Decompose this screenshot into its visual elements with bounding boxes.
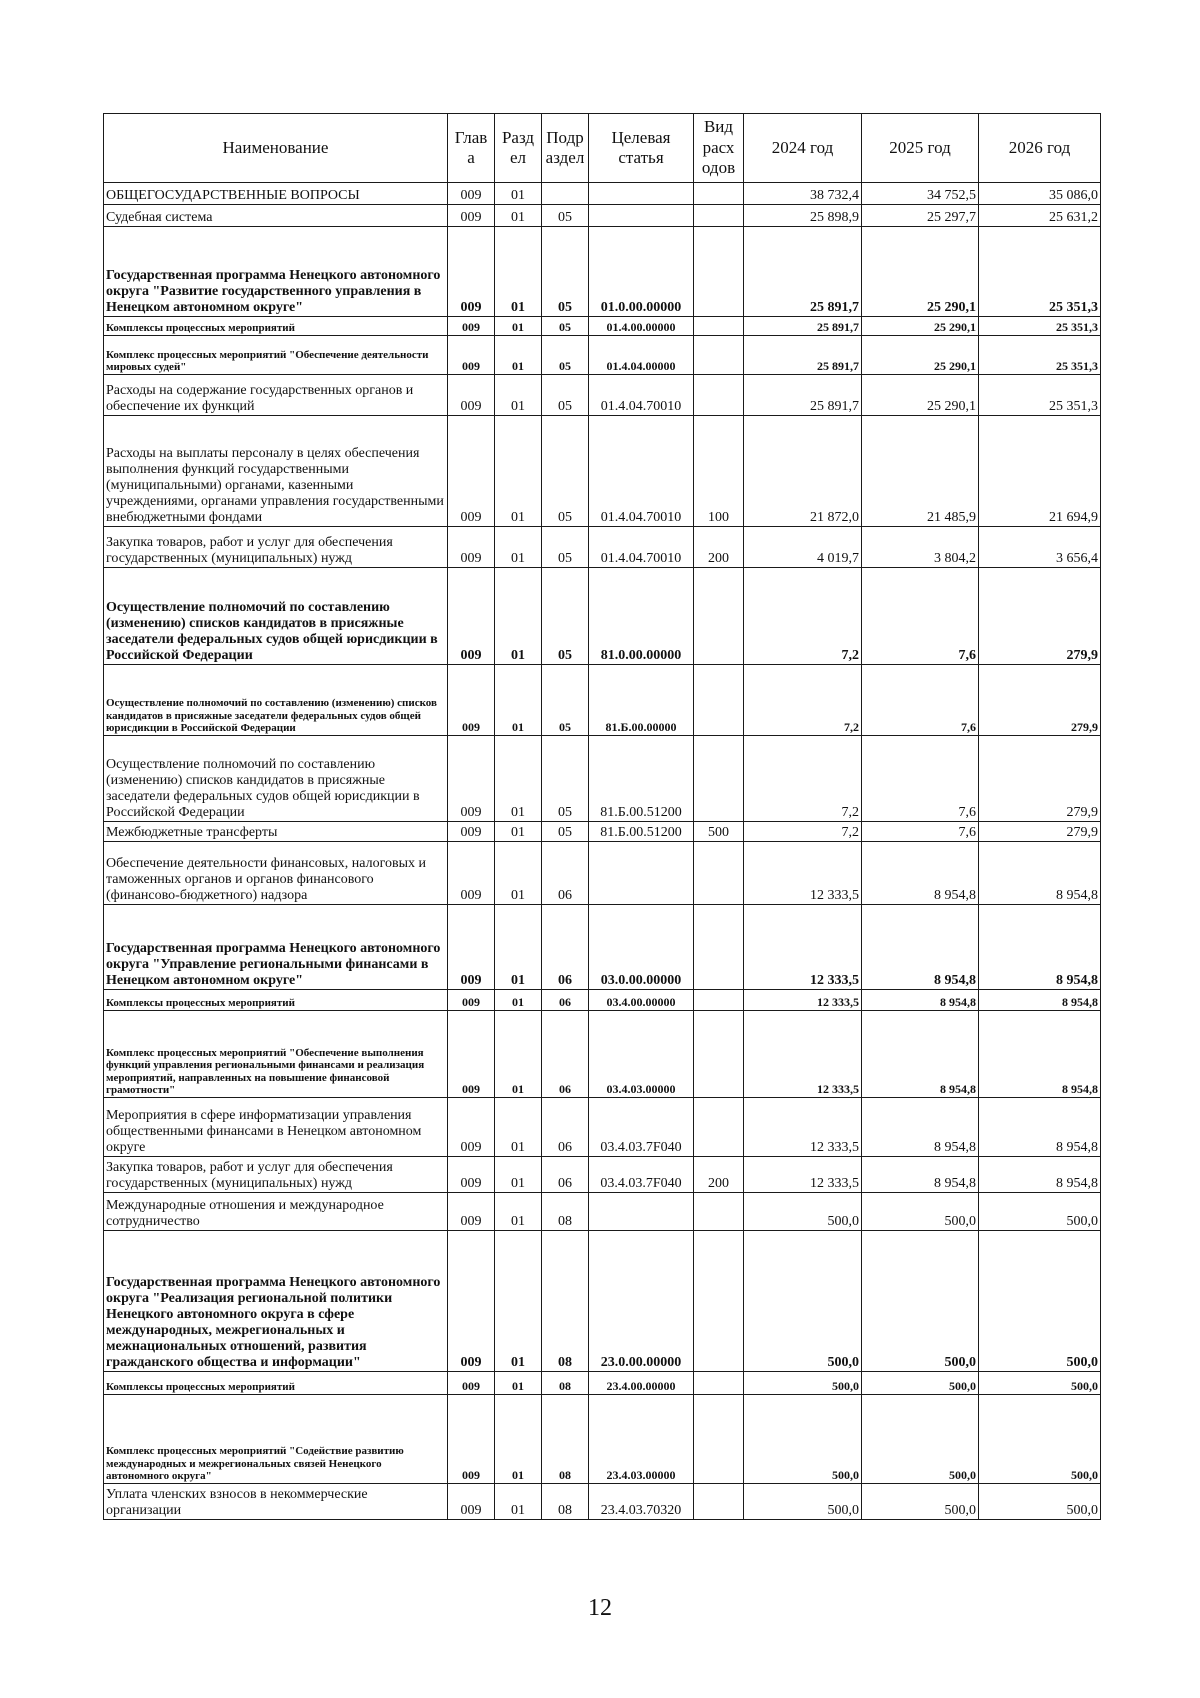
- cell-y2024: 25 891,7: [744, 375, 862, 416]
- cell-podrazdel: 06: [542, 1157, 589, 1193]
- cell-vid: [694, 1484, 744, 1520]
- cell-name: Государственная программа Ненецкого автономного округа "Реализация региональной политики Ненецкого автономного округа в сфере международных, межрегиональных и межнациональных отношений, развития гражданского общества и информации": [104, 1231, 448, 1372]
- cell-glava: 009: [448, 905, 495, 990]
- cell-glava: 009: [448, 736, 495, 822]
- cell-razdel: 01: [495, 1193, 542, 1231]
- cell-y2026: 8 954,8: [979, 1098, 1101, 1157]
- cell-podrazdel: 05: [542, 375, 589, 416]
- cell-y2026: 500,0: [979, 1231, 1101, 1372]
- table-row: [104, 990, 1101, 1011]
- cell-target: [589, 1193, 694, 1231]
- cell-y2025: 8 954,8: [862, 1098, 979, 1157]
- cell-podrazdel: 08: [542, 1484, 589, 1520]
- cell-name: Осуществление полномочий по составлению (изменению) списков кандидатов в присяжные заседатели федеральных судов общей юрисдикции в Российской Федерации: [104, 736, 448, 822]
- cell-y2026: 25 351,3: [979, 227, 1101, 317]
- header-podrazdel: Подр аздел: [542, 114, 589, 183]
- cell-name: Осуществление полномочий по составлению (изменению) списков кандидатов в присяжные заседатели федеральных судов общей юрисдикции в Российской Федерации: [104, 665, 448, 736]
- cell-razdel: 01: [495, 822, 542, 842]
- cell-podrazdel: 06: [542, 1098, 589, 1157]
- cell-vid: [694, 665, 744, 736]
- cell-vid: [694, 736, 744, 822]
- cell-target: [589, 205, 694, 227]
- cell-name: Комплексы процессных мероприятий: [104, 317, 448, 336]
- header-2025: 2025 год: [862, 114, 979, 183]
- cell-y2026: 500,0: [979, 1484, 1101, 1520]
- cell-y2025: 500,0: [862, 1395, 979, 1484]
- header-target: Целевая статья: [589, 114, 694, 183]
- cell-target: 81.Б.00.51200: [589, 822, 694, 842]
- cell-y2026: 21 694,9: [979, 416, 1101, 527]
- cell-name: Международные отношения и международное сотрудничество: [104, 1193, 448, 1231]
- cell-name: Комплекс процессных мероприятий "Обеспечение деятельности мировых судей": [104, 336, 448, 375]
- table-row: [104, 1098, 1101, 1157]
- cell-target: 01.4.04.70010: [589, 416, 694, 527]
- cell-razdel: 01: [495, 736, 542, 822]
- cell-podrazdel: 05: [542, 205, 589, 227]
- cell-glava: 009: [448, 842, 495, 905]
- cell-y2025: 25 290,1: [862, 227, 979, 317]
- cell-podrazdel: 05: [542, 665, 589, 736]
- cell-razdel: 01: [495, 1157, 542, 1193]
- cell-podrazdel: 05: [542, 336, 589, 375]
- cell-y2026: 500,0: [979, 1193, 1101, 1231]
- cell-vid: [694, 1011, 744, 1098]
- cell-y2024: 7,2: [744, 822, 862, 842]
- cell-name: Комплекс процессных мероприятий "Обеспечение выполнения функций управления региональными финансами и реализация мероприятий, направленных на повышение финансовой грамотности": [104, 1011, 448, 1098]
- cell-y2026: 8 954,8: [979, 842, 1101, 905]
- cell-podrazdel: 06: [542, 990, 589, 1011]
- header-2024: 2024 год: [744, 114, 862, 183]
- cell-y2025: 500,0: [862, 1484, 979, 1520]
- cell-podrazdel: 08: [542, 1395, 589, 1484]
- cell-y2026: 8 954,8: [979, 905, 1101, 990]
- cell-name: Уплата членских взносов в некоммерческие организации: [104, 1484, 448, 1520]
- cell-y2024: 500,0: [744, 1372, 862, 1395]
- cell-glava: 009: [448, 1157, 495, 1193]
- cell-glava: 009: [448, 416, 495, 527]
- cell-razdel: 01: [495, 1372, 542, 1395]
- cell-glava: 009: [448, 568, 495, 665]
- cell-target: 01.4.00.00000: [589, 317, 694, 336]
- cell-y2025: 8 954,8: [862, 990, 979, 1011]
- cell-y2024: 500,0: [744, 1193, 862, 1231]
- cell-y2024: 7,2: [744, 736, 862, 822]
- table-row: [104, 822, 1101, 842]
- cell-target: 23.4.00.00000: [589, 1372, 694, 1395]
- cell-y2026: 25 351,3: [979, 336, 1101, 375]
- cell-name: Комплексы процессных мероприятий: [104, 990, 448, 1011]
- cell-y2025: 25 297,7: [862, 205, 979, 227]
- cell-target: 23.4.03.00000: [589, 1395, 694, 1484]
- cell-podrazdel: [542, 183, 589, 205]
- cell-vid: [694, 375, 744, 416]
- cell-vid: [694, 1098, 744, 1157]
- cell-razdel: 01: [495, 842, 542, 905]
- cell-y2024: 12 333,5: [744, 1011, 862, 1098]
- cell-vid: [694, 1193, 744, 1231]
- cell-glava: 009: [448, 1011, 495, 1098]
- cell-podrazdel: 05: [542, 317, 589, 336]
- cell-vid: [694, 990, 744, 1011]
- cell-y2024: 12 333,5: [744, 905, 862, 990]
- table-row: [104, 205, 1101, 227]
- cell-vid: [694, 568, 744, 665]
- cell-razdel: 01: [495, 1011, 542, 1098]
- cell-glava: 009: [448, 336, 495, 375]
- cell-name: Расходы на выплаты персоналу в целях обеспечения выполнения функций государственными (муниципальными) органами, казенными учреждениями, органами управления государственными внебюджетными фондами: [104, 416, 448, 527]
- cell-glava: 009: [448, 205, 495, 227]
- cell-name: Закупка товаров, работ и услуг для обеспечения государственных (муниципальных) нужд: [104, 1157, 448, 1193]
- cell-y2025: 500,0: [862, 1372, 979, 1395]
- cell-name: Комплексы процессных мероприятий: [104, 1372, 448, 1395]
- cell-y2025: 3 804,2: [862, 527, 979, 568]
- cell-podrazdel: 08: [542, 1193, 589, 1231]
- cell-y2025: 25 290,1: [862, 317, 979, 336]
- table-row: [104, 842, 1101, 905]
- cell-name: Государственная программа Ненецкого автономного округа "Развитие государственного управления в Ненецком автономном округе": [104, 227, 448, 317]
- cell-razdel: 01: [495, 317, 542, 336]
- header-2026: 2026 год: [979, 114, 1101, 183]
- cell-y2026: 25 351,3: [979, 317, 1101, 336]
- cell-target: 23.4.03.70320: [589, 1484, 694, 1520]
- cell-y2024: 7,2: [744, 665, 862, 736]
- cell-razdel: 01: [495, 1098, 542, 1157]
- cell-y2026: 25 351,3: [979, 375, 1101, 416]
- cell-y2026: 3 656,4: [979, 527, 1101, 568]
- cell-vid: [694, 1395, 744, 1484]
- cell-podrazdel: 05: [542, 822, 589, 842]
- cell-y2024: 12 333,5: [744, 1157, 862, 1193]
- cell-glava: 009: [448, 317, 495, 336]
- table-row: [104, 183, 1101, 205]
- cell-y2024: 25 898,9: [744, 205, 862, 227]
- cell-podrazdel: 05: [542, 568, 589, 665]
- cell-y2025: 8 954,8: [862, 905, 979, 990]
- cell-y2026: 25 631,2: [979, 205, 1101, 227]
- cell-glava: 009: [448, 665, 495, 736]
- cell-podrazdel: 06: [542, 905, 589, 990]
- budget-table: [103, 113, 1101, 1520]
- cell-razdel: 01: [495, 416, 542, 527]
- cell-razdel: 01: [495, 905, 542, 990]
- cell-glava: 009: [448, 1484, 495, 1520]
- cell-razdel: 01: [495, 990, 542, 1011]
- cell-name: Комплекс процессных мероприятий "Содействие развитию международных и межрегиональных связей Ненецкого автономного округа": [104, 1395, 448, 1484]
- cell-y2024: 25 891,7: [744, 317, 862, 336]
- cell-target: 03.4.03.7F040: [589, 1157, 694, 1193]
- cell-target: 81.Б.00.00000: [589, 665, 694, 736]
- cell-podrazdel: 05: [542, 227, 589, 317]
- cell-y2024: 12 333,5: [744, 842, 862, 905]
- cell-glava: 009: [448, 990, 495, 1011]
- cell-target: [589, 842, 694, 905]
- cell-y2026: 8 954,8: [979, 990, 1101, 1011]
- cell-glava: 009: [448, 227, 495, 317]
- cell-target: 81.Б.00.51200: [589, 736, 694, 822]
- cell-vid: [694, 842, 744, 905]
- cell-y2024: 7,2: [744, 568, 862, 665]
- cell-y2025: 7,6: [862, 665, 979, 736]
- cell-y2024: 21 872,0: [744, 416, 862, 527]
- cell-vid: [694, 1372, 744, 1395]
- table-row: [104, 1231, 1101, 1372]
- cell-glava: 009: [448, 1098, 495, 1157]
- cell-podrazdel: 05: [542, 736, 589, 822]
- cell-y2025: 25 290,1: [862, 375, 979, 416]
- cell-glava: 009: [448, 1372, 495, 1395]
- cell-target: 23.0.00.00000: [589, 1231, 694, 1372]
- cell-glava: 009: [448, 375, 495, 416]
- cell-podrazdel: 08: [542, 1231, 589, 1372]
- table-row: [104, 317, 1101, 336]
- cell-target: 03.4.00.00000: [589, 990, 694, 1011]
- cell-y2026: 500,0: [979, 1372, 1101, 1395]
- cell-vid: [694, 336, 744, 375]
- table-row: [104, 416, 1101, 527]
- cell-vid: [694, 905, 744, 990]
- table-row: [104, 1484, 1101, 1520]
- table-body: [104, 183, 1101, 1520]
- cell-podrazdel: 05: [542, 527, 589, 568]
- cell-vid: [694, 183, 744, 205]
- cell-target: 01.4.04.70010: [589, 527, 694, 568]
- cell-glava: 009: [448, 527, 495, 568]
- cell-y2026: 35 086,0: [979, 183, 1101, 205]
- cell-target: 01.4.04.00000: [589, 336, 694, 375]
- header-vid: Вид расх одов: [694, 114, 744, 183]
- cell-y2025: 8 954,8: [862, 1011, 979, 1098]
- cell-y2025: 25 290,1: [862, 336, 979, 375]
- table-row: [104, 1193, 1101, 1231]
- cell-razdel: 01: [495, 205, 542, 227]
- cell-y2026: 279,9: [979, 822, 1101, 842]
- table-row: [104, 1395, 1101, 1484]
- cell-y2024: 4 019,7: [744, 527, 862, 568]
- cell-name: Межбюджетные трансферты: [104, 822, 448, 842]
- cell-y2025: 7,6: [862, 822, 979, 842]
- page-number: 12: [588, 1595, 612, 1621]
- cell-target: 81.0.00.00000: [589, 568, 694, 665]
- cell-y2025: 7,6: [862, 736, 979, 822]
- table-row: [104, 905, 1101, 990]
- cell-y2024: 500,0: [744, 1484, 862, 1520]
- cell-target: 03.4.03.00000: [589, 1011, 694, 1098]
- cell-name: Мероприятия в сфере информатизации управления общественными финансами в Ненецком автономном округе: [104, 1098, 448, 1157]
- cell-target: 03.0.00.00000: [589, 905, 694, 990]
- cell-y2025: 8 954,8: [862, 842, 979, 905]
- cell-name: Расходы на содержание государственных органов и обеспечение их функций: [104, 375, 448, 416]
- cell-podrazdel: 08: [542, 1372, 589, 1395]
- cell-target: 01.4.04.70010: [589, 375, 694, 416]
- cell-glava: 009: [448, 1193, 495, 1231]
- cell-name: Обеспечение деятельности финансовых, налоговых и таможенных органов и органов финансового (финансово-бюджетного) надзора: [104, 842, 448, 905]
- cell-target: 03.4.03.7F040: [589, 1098, 694, 1157]
- cell-name: Осуществление полномочий по составлению (изменению) списков кандидатов в присяжные заседатели федеральных судов общей юрисдикции в Российской Федерации: [104, 568, 448, 665]
- cell-vid: [694, 205, 744, 227]
- cell-y2024: 12 333,5: [744, 1098, 862, 1157]
- table-row: [104, 527, 1101, 568]
- cell-podrazdel: 06: [542, 1011, 589, 1098]
- cell-y2026: 8 954,8: [979, 1011, 1101, 1098]
- cell-y2024: 25 891,7: [744, 227, 862, 317]
- cell-vid: [694, 317, 744, 336]
- cell-podrazdel: 06: [542, 842, 589, 905]
- cell-y2024: 25 891,7: [744, 336, 862, 375]
- cell-vid: 200: [694, 1157, 744, 1193]
- cell-y2025: 500,0: [862, 1231, 979, 1372]
- header-name: Наименование: [104, 114, 448, 183]
- cell-razdel: 01: [495, 336, 542, 375]
- cell-razdel: 01: [495, 527, 542, 568]
- cell-target: 01.0.00.00000: [589, 227, 694, 317]
- table-row: [104, 336, 1101, 375]
- cell-razdel: 01: [495, 1395, 542, 1484]
- table-row: [104, 736, 1101, 822]
- cell-vid: 500: [694, 822, 744, 842]
- cell-y2026: 279,9: [979, 736, 1101, 822]
- cell-name: ОБЩЕГОСУДАРСТВЕННЫЕ ВОПРОСЫ: [104, 183, 448, 205]
- cell-name: Государственная программа Ненецкого автономного округа "Управление региональными финансами в Ненецком автономном округе": [104, 905, 448, 990]
- cell-y2024: 38 732,4: [744, 183, 862, 205]
- table-row: [104, 568, 1101, 665]
- cell-glava: 009: [448, 1231, 495, 1372]
- cell-y2024: 500,0: [744, 1231, 862, 1372]
- table-row: [104, 375, 1101, 416]
- cell-y2025: 21 485,9: [862, 416, 979, 527]
- cell-y2025: 34 752,5: [862, 183, 979, 205]
- cell-name: Закупка товаров, работ и услуг для обеспечения государственных (муниципальных) нужд: [104, 527, 448, 568]
- table-row: [104, 227, 1101, 317]
- cell-y2026: 8 954,8: [979, 1157, 1101, 1193]
- cell-y2024: 12 333,5: [744, 990, 862, 1011]
- cell-glava: 009: [448, 1395, 495, 1484]
- cell-vid: [694, 227, 744, 317]
- cell-razdel: 01: [495, 568, 542, 665]
- table-row: [104, 1372, 1101, 1395]
- cell-y2025: 500,0: [862, 1193, 979, 1231]
- table-row: [104, 1011, 1101, 1098]
- cell-podrazdel: 05: [542, 416, 589, 527]
- header-glava: Глав а: [448, 114, 495, 183]
- cell-y2025: 8 954,8: [862, 1157, 979, 1193]
- cell-razdel: 01: [495, 183, 542, 205]
- cell-razdel: 01: [495, 1231, 542, 1372]
- cell-glava: 009: [448, 822, 495, 842]
- cell-vid: 100: [694, 416, 744, 527]
- cell-y2026: 279,9: [979, 665, 1101, 736]
- cell-vid: 200: [694, 527, 744, 568]
- cell-razdel: 01: [495, 1484, 542, 1520]
- cell-y2025: 7,6: [862, 568, 979, 665]
- cell-y2024: 500,0: [744, 1395, 862, 1484]
- table-row: [104, 1157, 1101, 1193]
- cell-target: [589, 183, 694, 205]
- cell-name: Судебная система: [104, 205, 448, 227]
- header-razdel: Разд ел: [495, 114, 542, 183]
- cell-y2026: 279,9: [979, 568, 1101, 665]
- cell-razdel: 01: [495, 227, 542, 317]
- table-row: [104, 665, 1101, 736]
- cell-razdel: 01: [495, 375, 542, 416]
- cell-glava: 009: [448, 183, 495, 205]
- cell-razdel: 01: [495, 665, 542, 736]
- table-header-row: [104, 114, 1101, 183]
- cell-y2026: 500,0: [979, 1395, 1101, 1484]
- cell-vid: [694, 1231, 744, 1372]
